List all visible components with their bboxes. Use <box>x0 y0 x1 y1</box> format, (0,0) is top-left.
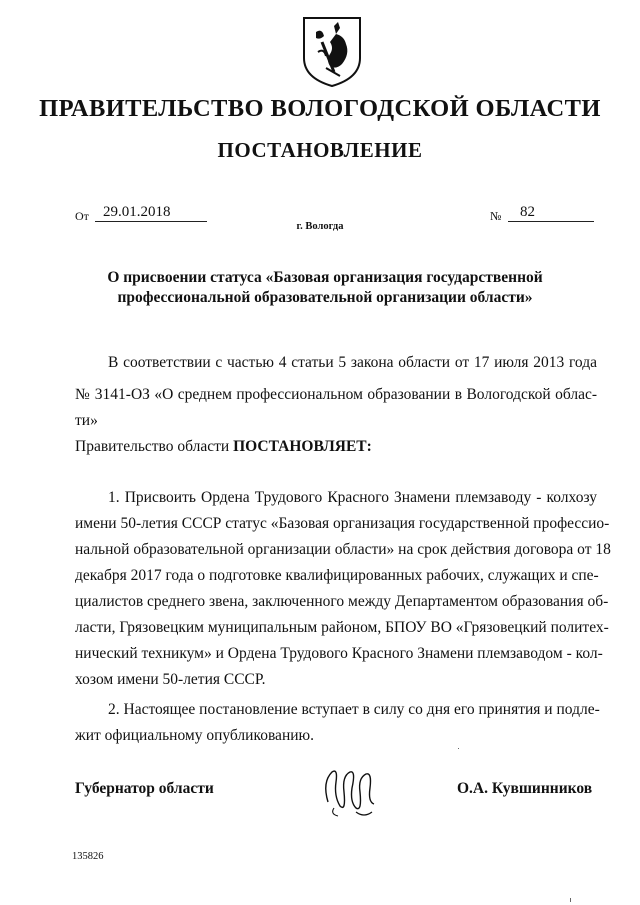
document-number: 82 <box>520 204 535 220</box>
signatory-name: О.А. Кувшинников <box>457 780 593 797</box>
number-prefix: № <box>490 209 502 223</box>
scan-speck <box>458 748 459 749</box>
document-type: ПОСТАНОВЛЕНИЕ <box>217 138 423 162</box>
item2-line: жит официальному опубликованию. <box>75 727 314 744</box>
item1-line: хозом имени 50-летия СССР. <box>75 671 266 688</box>
handwritten-signature <box>320 762 382 822</box>
document-date: 29.01.2018 <box>103 204 171 220</box>
subject-line: О присвоении статуса «Базовая организация государственной <box>107 269 543 286</box>
organization-title: ПРАВИТЕЛЬСТВО ВОЛОГОДСКОЙ ОБЛАСТИ <box>39 95 601 122</box>
document-code: 135826 <box>72 851 104 862</box>
preamble-line: ти» <box>75 412 98 429</box>
decree-word: ПОСТАНОВЛЯЕТ: <box>233 438 372 455</box>
item1-line: нический техникум» и Ордена Трудового Красного Знамени племзаводом - кол- <box>75 645 603 662</box>
item1-line: имени 50-летия СССР статус «Базовая организация государственной профессио- <box>75 515 610 532</box>
subject-line: профессиональной образовательной организации области» <box>117 289 533 306</box>
date-prefix: От <box>75 209 89 223</box>
item1-line: декабря 2017 года о подготовке квалифицированных рабочих, служащих и спе- <box>75 567 599 584</box>
city-label: г. Вологда <box>296 221 344 232</box>
item2-line: 2. Настоящее постановление вступает в силу со дня его принятия и подле- <box>108 701 600 718</box>
decree-prefix: Правительство области <box>75 438 230 455</box>
preamble-line: В соответствии с частью 4 статьи 5 закона области от 17 июля 2013 года <box>108 354 597 371</box>
preamble-line: № 3141-ОЗ «О среднем профессиональном образовании в Вологодской облас- <box>75 386 597 403</box>
signatory-role: Губернатор области <box>75 780 214 797</box>
scan-speck <box>570 898 571 902</box>
coat-of-arms-emblem <box>300 12 364 88</box>
document-subject <box>60 268 590 308</box>
item1-line: ласти, Грязовецким муниципальным районом, БПОУ ВО «Грязовецкий политех- <box>75 619 609 636</box>
decree-line <box>75 437 597 457</box>
item1-line: циалистов среднего звена, заключенного между Департаментом образования об- <box>75 593 609 610</box>
item1-line: 1. Присвоить Ордена Трудового Красного Знамени племзаводу - колхозу <box>108 489 597 506</box>
item1-line: нальной образовательной организации области» на срок действия договора от 18 <box>75 541 611 558</box>
